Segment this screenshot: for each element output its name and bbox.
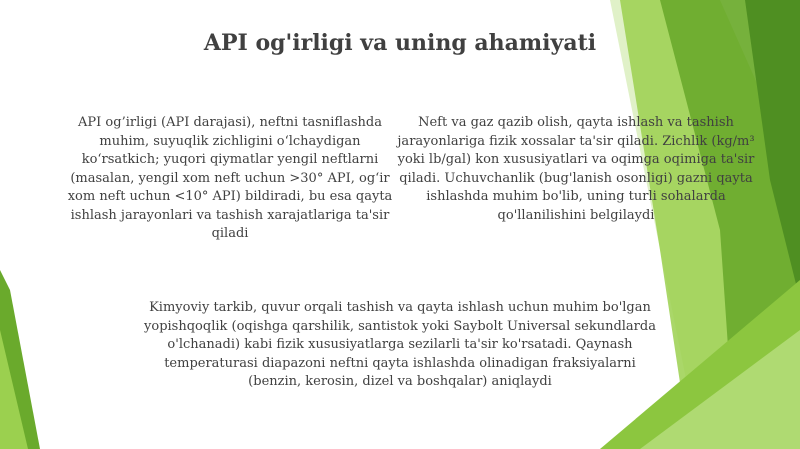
text-block-left: API og’irligi (API darajasi), neftni tasniflashda muhim, suyuqlik zichligini o‘lchaydigan ko‘rsatkich; yuqori qiymatlar yengil neftlarni (masalan, yengil xom neft uchun >30° API, og‘ir xom neft uchun <10° API) bildiradi, bu esa qayta ishlash jarayonlari va tashish xarajatlariga ta'sir qiladi [67,115,393,241]
text-block-bottom: Kimyoviy tarkib, quvur orqali tashish va qayta ishlash uchun muhim bo'lgan yopishqoqlik (oqishga qarshilik, santistok yoki Saybolt Universal sekundlarda o'lchanadi) kabi fizik xususiyatlarga sezilarli ta'sir ko'rsatadi. Qaynash temperaturasi diapazoni neftni qayta ishlashda olinadigan fraksiyalarni (benzin, kerosin, dizel va boshqalar) aniqlaydi [144,300,656,389]
slide-title: API og'irligi va uning ahamiyati [203,30,597,56]
text-block-right: Neft va gaz qazib olish, qayta ishlash va tashish jarayonlariga fizik xossalar ta'sir qiladi. Zichlik (kg/m³ yoki lb/gal) kon xususiyatlari va oqimga oqimiga ta'sir qiladi. Uchuvchanlik (bug'lanish osonligi) gazni qayta ishlashda muhim bo'lib, uning turli sohalarda qo'llanilishini belgilaydi [397,115,755,223]
